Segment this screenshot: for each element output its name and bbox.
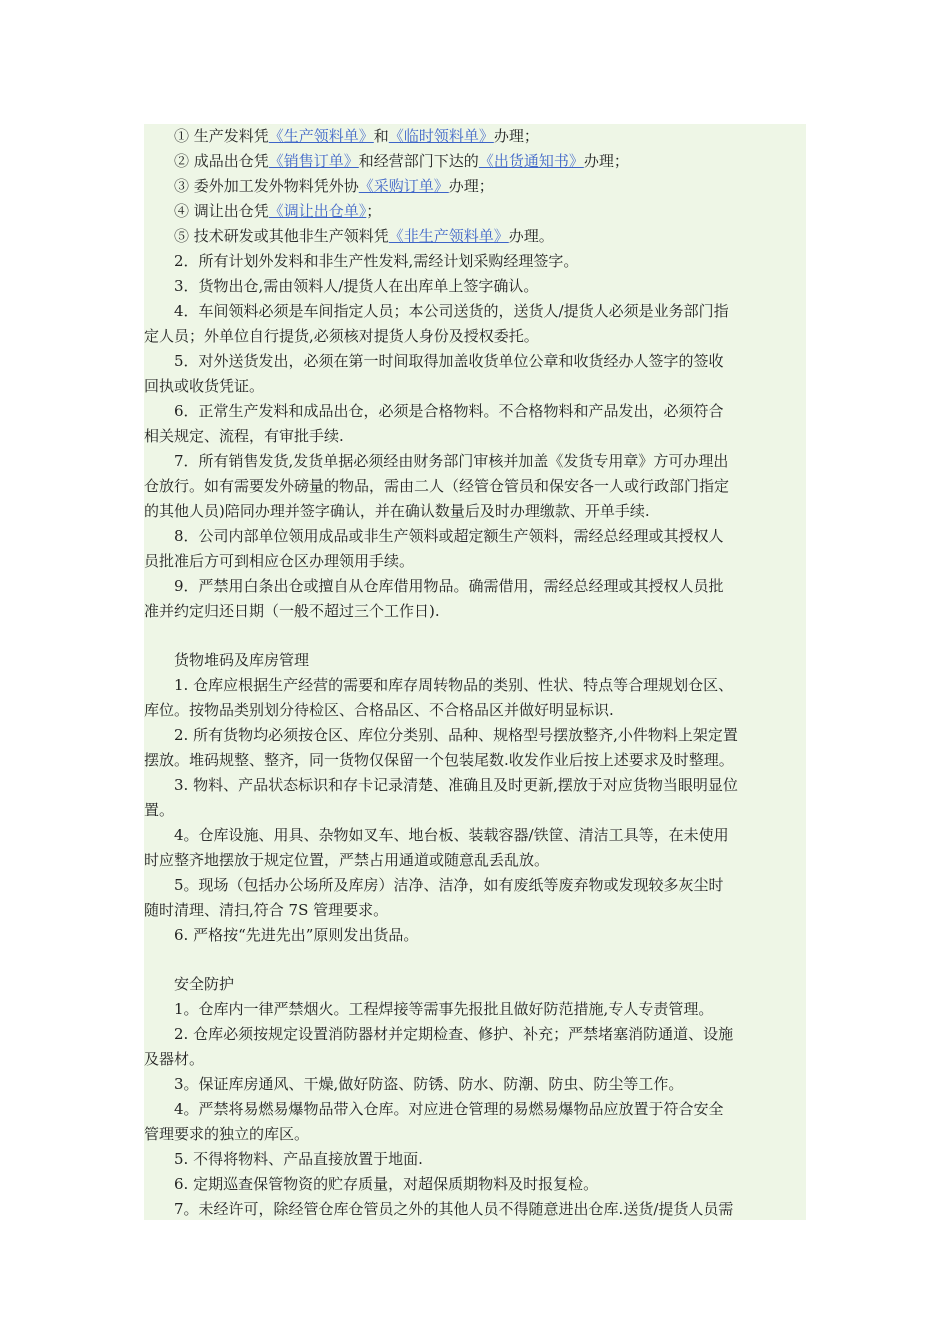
item-text: ⑤ 技术研发或其他非生产领料凭	[174, 227, 389, 245]
temporary-requisition-link[interactable]: 《临时领料单》	[388, 127, 494, 145]
safety-2-line-2: 及器材。	[144, 1050, 205, 1068]
safety-5: 5. 不得将物料、产品直接放置于地面.	[174, 1150, 423, 1168]
issue-basis-item-2	[144, 149, 806, 174]
stacking-4-line-2: 时应整齐地摆放于规定位置，严禁占用通道或随意乱丢乱放。	[144, 851, 550, 869]
issue-basis-item-3	[144, 174, 806, 199]
stacking-3-line-2: 置。	[144, 801, 175, 819]
rule-6-line-2: 相关规定、流程，有审批手续.	[144, 427, 344, 445]
stacking-5-line-1: 5。现场（包括办公场所及库房）洁净、洁净，如有废纸等废弃物或发现较多灰尘时	[174, 876, 724, 894]
item-text: 办理。	[508, 227, 554, 245]
stacking-6: 6. 严格按“先进先出”原则发出货品。	[174, 926, 419, 944]
rule-5-line-1: 5．对外送货发出，必须在第一时间取得加盖收货单位公章和收货经办人签字的签收	[174, 352, 724, 370]
safety-1: 1。仓库内一律严禁烟火。工程焊接等需事先报批且做好防范措施,专人专责管理。	[174, 1000, 714, 1018]
item-text: 办理；	[448, 177, 494, 195]
safety-4-line-1: 4。严禁将易燃易爆物品带入仓库。对应进仓管理的易燃易爆物品应放置于符合安全	[174, 1100, 724, 1118]
safety-6: 6. 定期巡查保管物资的贮存质量，对超保质期物料及时报复检。	[174, 1175, 599, 1193]
stacking-5-line-2: 随时清理、清扫,符合 7S 管理要求。	[144, 901, 389, 919]
rule-9-line-2: 准并约定归还日期（一般不超过三个工作日).	[144, 602, 440, 620]
stacking-3-line-1: 3. 物料、产品状态标识和存卡记录清楚、准确且及时更新,摆放于对应货物当眼明显位	[174, 776, 738, 794]
stacking-1-line-2: 库位。按物品类别划分待检区、合格品区、不合格品区并做好明显标识.	[144, 701, 614, 719]
item-text: ④ 调让出仓凭	[174, 202, 269, 220]
item-text: 办理；	[583, 152, 629, 170]
safety-4-line-2: 管理要求的独立的库区。	[144, 1125, 310, 1143]
issue-basis-item-4	[144, 199, 806, 224]
rule-3: 3．货物出仓,需由领料人/提货人在出库单上签字确认。	[174, 277, 539, 295]
rule-5-line-2: 回执或收货凭证。	[144, 377, 265, 395]
rule-8-line-2: 员批准后方可到相应仓区办理领用手续。	[144, 552, 415, 570]
item-text: 和经营部门下达的	[358, 152, 479, 170]
item-text: ② 成品出仓凭	[174, 152, 269, 170]
stacking-1-line-1: 1. 仓库应根据生产经营的需要和库存周转物品的类别、性状、特点等合理规划仓区、	[174, 676, 734, 694]
stacking-2-line-2: 摆放。堆码规整、整齐，同一货物仅保留一个包装尾数.收发作业后按上述要求及时整理。	[144, 751, 734, 769]
sales-order-link[interactable]: 《销售订单》	[268, 152, 359, 170]
rule-7-line-1: 7．所有销售发货,发货单据必须经由财务部门审核并加盖《发货专用章》方可办理出	[174, 452, 729, 470]
item-text: 办理；	[493, 127, 539, 145]
rule-7-line-2: 仓放行。如有需要发外磅量的物品，需由二人（经管仓管员和保安各一人或行政部门指定	[144, 477, 730, 495]
rule-4-line-1: 4．车间领料必须是车间指定人员；本公司送货的，送货人/提货人必须是业务部门指	[174, 302, 729, 320]
production-requisition-link[interactable]: 《生产领料单》	[268, 127, 374, 145]
stacking-2-line-1: 2. 所有货物均必须按仓区、库位分类别、品种、规格型号摆放整齐,小件物料上架定置	[174, 726, 738, 744]
item-text: ；	[366, 202, 382, 220]
section-title-safety: 安全防护	[174, 975, 235, 993]
rule-6-line-1: 6．正常生产发料和成品出仓，必须是合格物料。不合格物料和产品发出，必须符合	[174, 402, 724, 420]
issue-basis-item-5	[144, 224, 806, 249]
shipment-notice-link[interactable]: 《出货通知书》	[478, 152, 584, 170]
purchase-order-link[interactable]: 《采购订单》	[358, 177, 449, 195]
non-production-requisition-link[interactable]: 《非生产领料单》	[388, 227, 509, 245]
safety-7: 7。未经许可，除经管仓库仓管员之外的其他人员不得随意进出仓库.送货/提货人员需	[174, 1200, 734, 1218]
section-title-stacking: 货物堆码及库房管理	[174, 651, 310, 669]
rule-4-line-2: 定人员；外单位自行提货,必须核对提货人身份及授权委托。	[144, 327, 539, 345]
stacking-4-line-1: 4。仓库设施、用具、杂物如叉车、地台板、装载容器/铁筐、清洁工具等，在未使用	[174, 826, 729, 844]
issue-basis-item-1	[144, 124, 806, 149]
item-text: ① 生产发料凭	[174, 127, 269, 145]
safety-3: 3。保证库房通风、干燥,做好防盗、防锈、防水、防潮、防虫、防尘等工作。	[174, 1075, 684, 1093]
item-text: ③ 委外加工发外物料凭外协	[174, 177, 359, 195]
rule-9-line-1: 9．严禁用白条出仓或擅自从仓库借用物品。确需借用，需经总经理或其授权人员批	[174, 577, 724, 595]
safety-2-line-1: 2. 仓库必须按规定设置消防器材并定期检查、修护、补充；严禁堵塞消防通道、设施	[174, 1025, 734, 1043]
rule-2: 2．所有计划外发料和非生产性发料,需经计划采购经理签字。	[174, 252, 579, 270]
transfer-out-form-link[interactable]: 《调让出仓单》	[268, 202, 367, 220]
rule-7-line-3: 的其他人员)陪同办理并签字确认，并在确认数量后及时办理缴款、开单手续.	[144, 502, 650, 520]
document-content	[144, 124, 806, 1220]
rule-8-line-1: 8．公司内部单位领用成品或非生产领料或超定额生产领料，需经总经理或其授权人	[174, 527, 724, 545]
item-text: 和	[373, 127, 389, 145]
